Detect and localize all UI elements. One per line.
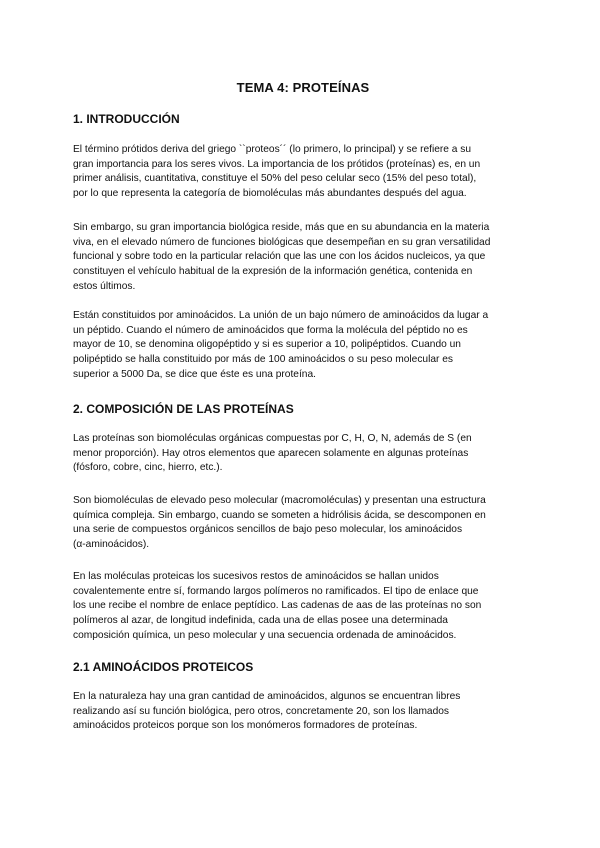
section-heading-aminoacidos-proteicos: 2.1 AMINOÁCIDOS PROTEICOS (73, 660, 254, 674)
paragraph-line: En las moléculas proteicas los sucesivos restos de aminoácidos se hallan unidos (73, 571, 439, 582)
paragraph-line: constituyen el vehículo habitual de la expresión de la información genética, contenida en (73, 266, 473, 278)
paragraph-line: un péptido. Cuando el número de aminoácidos que forma la molécula del péptido no es (73, 324, 468, 336)
paragraph-line: viva, en el elevado número de funciones biológicas que desempeñan en su gran versatilidad (73, 236, 491, 248)
paragraph-line: funcional y sobre todo en la particular relación que las une con los ácidos nucleicos, ya que (73, 251, 486, 263)
paragraph (73, 494, 535, 553)
paragraph-line: menor proporción). Hay otros elementos que aparecen solamente en algunas proteínas (73, 447, 469, 459)
paragraph-line: estos últimos. (73, 280, 136, 292)
paragraph-line: polipéptido se halla constituido por más de 100 aminoácidos o su peso molecular es (73, 354, 453, 366)
paragraph-line: realizando así su función biológica, pero otros, concretamente 20, son los llamados (73, 705, 450, 717)
section-heading-composicion: 2. COMPOSICIÓN DE LAS PROTEÍNAS (73, 402, 294, 416)
paragraph-line: Sin embargo, su gran importancia biológica reside, más que en su abundancia en la materia (73, 222, 490, 233)
document-title: TEMA 4: PROTEÍNAS (236, 80, 370, 95)
paragraph-line: Están constituidos por aminoácidos. La unión de un bajo número de aminoácidos da lugar a (73, 310, 489, 321)
paragraph-line: química compleja. Sin embargo, cuando se someten a hidrólisis ácida, se descomponen en (73, 509, 486, 521)
paragraph (73, 143, 535, 202)
paragraph-line: composición química, un peso molecular y una secuencia ordenada de aminoácidos. (73, 629, 457, 641)
paragraph-line: Son biomoléculas de elevado peso molecular (macromoléculas) y presentan una estructura (73, 495, 486, 506)
paragraph (73, 570, 535, 644)
paragraph-line: mayor de 10, se denomina oligopéptido y si es superior a 10, polipéptidos. Cuando un (73, 339, 461, 351)
paragraph (73, 690, 535, 734)
paragraph-line: los une recibe el nombre de enlace peptídico. Las cadenas de aas de las proteínas no son (73, 600, 482, 612)
paragraph (73, 221, 535, 295)
paragraph-line: Las proteínas son biomoléculas orgánicas compuestas por C, H, O, N, además de S (en (73, 433, 472, 444)
paragraph-line: (fósforo, cobre, cinc, hierro, etc.). (73, 462, 223, 474)
paragraph (73, 309, 535, 383)
paragraph-line: aminoácidos proteicos porque son los monómeros formadores de proteínas. (73, 720, 418, 732)
paragraph-line: El término prótidos deriva del griego ``proteos´´ (lo primero, lo principal) y se refiere a su (73, 144, 472, 155)
section-heading-introduccion: 1. INTRODUCCIÓN (73, 112, 180, 126)
paragraph (73, 432, 535, 476)
paragraph-line: polímeros al azar, de longitud indefinida, cada una de ellas posee una determinada (73, 615, 448, 627)
paragraph-line: por lo que representa la categoría de biomoléculas más abundantes después del agua. (73, 188, 467, 200)
paragraph-line: superior a 5000 Da, se dice que éste es una proteína. (73, 368, 316, 380)
paragraph-line: una serie de compuestos orgánicos sencillos de bajo peso molecular, los aminoácidos (73, 524, 463, 536)
paragraph-line: En la naturaleza hay una gran cantidad de aminoácidos, algunos se encuentran libres (73, 691, 461, 702)
paragraph-line: gran importancia para los seres vivos. La importancia de los prótidos (proteínas) es, en un (73, 158, 481, 170)
paragraph-line: (α-aminoácidos). (73, 539, 150, 551)
paragraph-line: covalentemente entre sí, formando largos polímeros no ramificados. El tipo de enlace que (73, 585, 479, 597)
paragraph-line: primer análisis, cuantitativa, constituye el 50% del peso celular seco (15% del peso total), (73, 173, 477, 185)
